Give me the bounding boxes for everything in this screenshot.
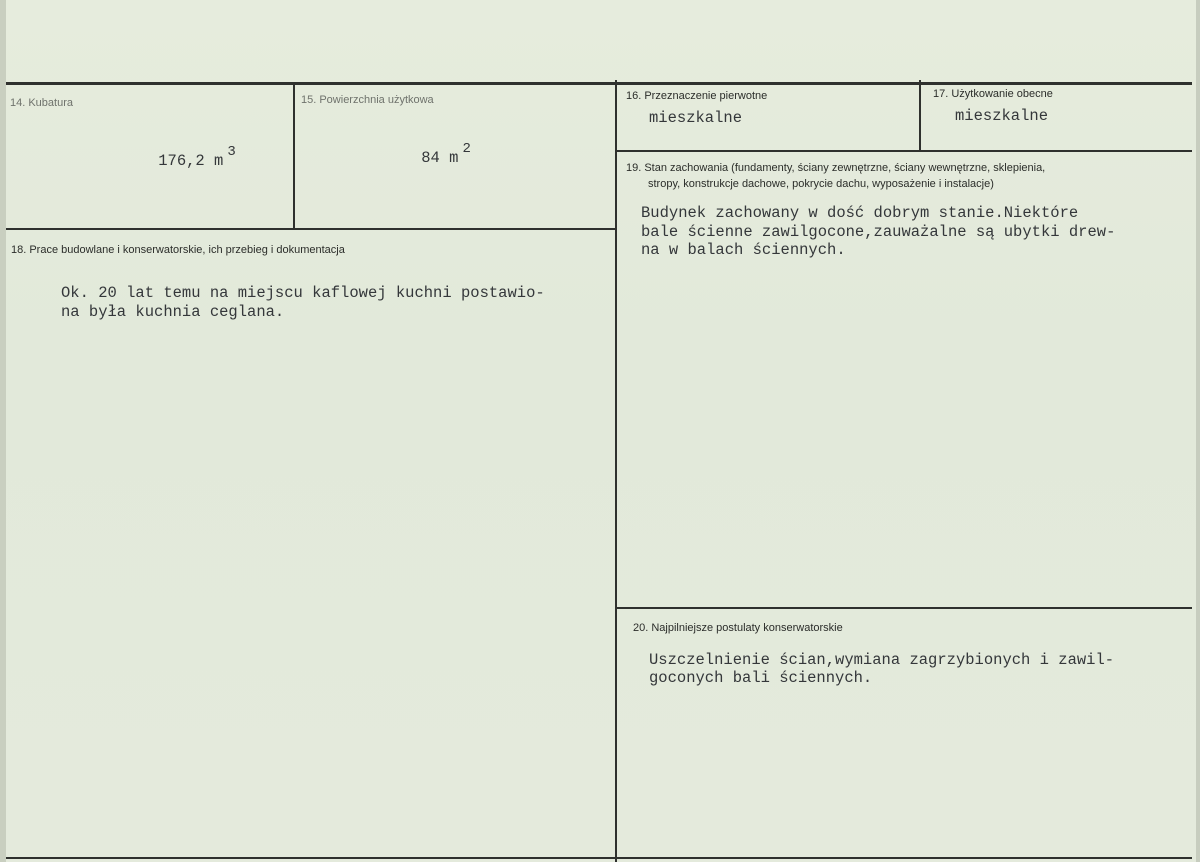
field-15-exponent: 2	[462, 141, 471, 157]
field-15-label: 15. Powierzchnia użytkowa	[301, 94, 434, 106]
top-rule	[6, 82, 1192, 85]
card-left-edge	[0, 0, 6, 862]
field-18-line-1: Ok. 20 lat temu na miejscu kaflowej kuchni postawio-	[61, 284, 545, 302]
bottom-rule	[6, 857, 1192, 859]
field-18-label: 18. Prace budowlane i konserwatorskie, ich przebieg i dokumentacja	[11, 244, 345, 256]
field-20-label: 20. Najpilniejsze postulaty konserwatorskie	[633, 622, 843, 634]
field-20-line-2: goconych bali ściennych.	[649, 669, 873, 687]
field-19-line-2: bale ścienne zawilgocone,zauważalne są ubytki drew-	[641, 223, 1116, 241]
field-19-label-line-2: stropy, konstrukcje dachowe, pokrycie dachu, wyposażenie i instalacje)	[648, 178, 994, 190]
rule-above-20	[617, 607, 1192, 609]
card-right-edge	[1196, 0, 1200, 862]
field-18-line-2: na była kuchnia ceglana.	[61, 303, 285, 321]
field-19-label-line-1: 19. Stan zachowania (fundamenty, ściany zewnętrzne, ściany wewnętrzne, sklepienia,	[626, 162, 1046, 174]
field-14-label: 14. Kubatura	[10, 97, 73, 109]
field-16-value: mieszkalne	[649, 109, 743, 127]
rule-below-16-17	[615, 150, 1192, 152]
field-17-value: mieszkalne	[955, 107, 1049, 125]
field-14-number: 176,2 m	[158, 152, 224, 170]
field-19-line-1: Budynek zachowany w dość dobrym stanie.Niektóre	[641, 204, 1079, 222]
field-15-value	[384, 128, 471, 189]
rule-after-15	[615, 80, 617, 862]
rule-below-14-15	[6, 228, 617, 230]
field-15-number: 84 m	[421, 149, 459, 167]
field-14-value	[121, 131, 236, 192]
field-20-line-1: Uszczelnienie ścian,wymiana zagrzybionych i zawil-	[649, 651, 1115, 669]
divider-16-17	[919, 80, 921, 152]
field-19-line-3: na w balach ściennych.	[641, 241, 846, 259]
divider-14-15	[293, 84, 295, 230]
field-17-label: 17. Użytkowanie obecne	[933, 88, 1053, 100]
field-16-label: 16. Przeznaczenie pierwotne	[626, 90, 768, 102]
field-14-exponent: 3	[227, 144, 236, 160]
